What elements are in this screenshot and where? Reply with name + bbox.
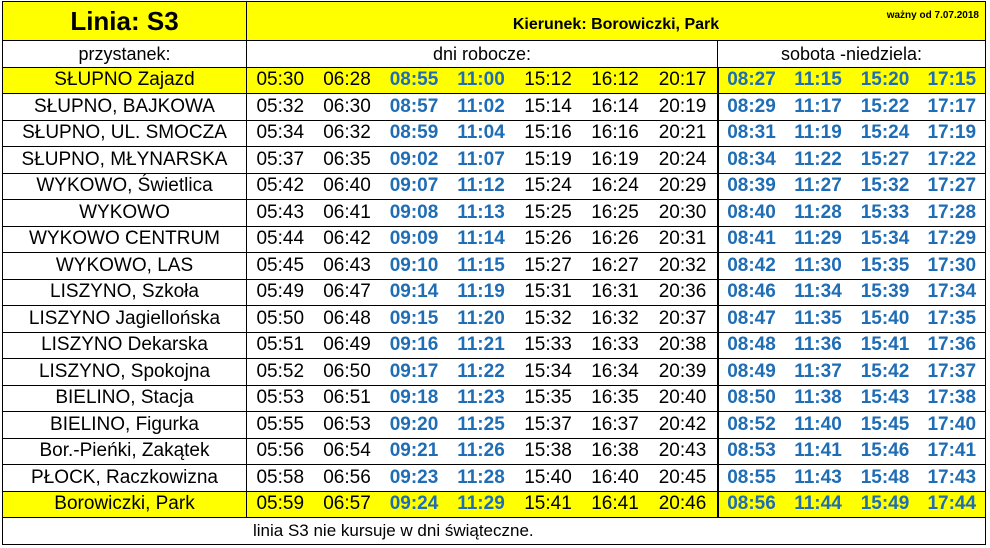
weekend-departure: 15:49: [852, 491, 919, 518]
weekday-departure: 09:07: [381, 173, 448, 200]
weekday-departure: 15:41: [515, 491, 582, 518]
weekend-departure: 08:27: [718, 67, 785, 94]
weekday-departure: 15:33: [515, 332, 582, 359]
weekday-departure: 20:31: [649, 226, 718, 253]
weekday-departure: 16:26: [582, 226, 649, 253]
weekday-departure: 09:08: [381, 200, 448, 227]
line-title: Linia: S3: [3, 2, 247, 41]
weekend-departure: 17:41: [919, 438, 986, 465]
weekend-departure: 08:34: [718, 147, 785, 174]
weekday-departure: 05:59: [247, 491, 314, 518]
weekday-departure: 11:14: [448, 226, 515, 253]
weekday-departure: 06:28: [314, 67, 381, 94]
weekday-departure: 15:19: [515, 147, 582, 174]
weekday-departure: 06:35: [314, 147, 381, 174]
stop-name: PŁOCK, Raczkowizna: [3, 465, 247, 492]
weekday-departure: 16:25: [582, 200, 649, 227]
weekday-departure: 11:02: [448, 94, 515, 121]
weekday-departure: 11:26: [448, 438, 515, 465]
stop-name: WYKOWO, LAS: [3, 253, 247, 280]
weekday-departure: 11:25: [448, 412, 515, 439]
weekday-departure: 16:38: [582, 438, 649, 465]
stop-row: [3, 465, 986, 492]
weekday-departure: 09:16: [381, 332, 448, 359]
weekday-departure: 11:23: [448, 385, 515, 412]
weekend-departure: 11:35: [785, 306, 852, 333]
stop-name: BIELINO, Stacja: [3, 385, 247, 412]
weekday-departure: 09:14: [381, 279, 448, 306]
weekend-departure: 08:47: [718, 306, 785, 333]
weekend-departure: 08:41: [718, 226, 785, 253]
stop-name: LISZYNO Jagiellońska: [3, 306, 247, 333]
timetable: [2, 1, 986, 545]
footer-note: linia S3 nie kursuje w dni świąteczne.: [3, 518, 986, 545]
weekday-departure: 20:46: [649, 491, 718, 518]
weekday-departure: 05:44: [247, 226, 314, 253]
weekday-departure: 11:28: [448, 465, 515, 492]
weekday-departure: 15:37: [515, 412, 582, 439]
weekend-departure: 17:30: [919, 253, 986, 280]
stop-name: Borowiczki, Park: [3, 491, 247, 518]
weekend-departure: 11:37: [785, 359, 852, 386]
weekend-departure: 11:29: [785, 226, 852, 253]
weekday-departure: 05:42: [247, 173, 314, 200]
weekday-departure: 16:41: [582, 491, 649, 518]
weekend-departure: 17:27: [919, 173, 986, 200]
weekend-departure: 17:40: [919, 412, 986, 439]
stop-row: [3, 438, 986, 465]
weekday-departure: 11:19: [448, 279, 515, 306]
weekend-departure: 08:48: [718, 332, 785, 359]
stop-row: [3, 173, 986, 200]
weekday-departure: 20:30: [649, 200, 718, 227]
weekend-departure: 15:41: [852, 332, 919, 359]
weekend-departure: 08:46: [718, 279, 785, 306]
weekend-departure: 15:39: [852, 279, 919, 306]
direction-header: [247, 2, 986, 41]
weekday-departure: 20:19: [649, 94, 718, 121]
weekday-departure: 16:37: [582, 412, 649, 439]
weekend-departure: 15:33: [852, 200, 919, 227]
weekday-departure: 08:57: [381, 94, 448, 121]
weekday-departure: 09:20: [381, 412, 448, 439]
validity-note: ważny od 7.07.2018: [886, 10, 979, 21]
weekday-departure: 16:32: [582, 306, 649, 333]
stop-name: SŁUPNO Zajazd: [3, 67, 247, 94]
weekend-departure: 08:53: [718, 438, 785, 465]
weekday-departure: 15:35: [515, 385, 582, 412]
weekday-departure: 11:13: [448, 200, 515, 227]
stop-row: [3, 120, 986, 147]
weekday-departure: 16:16: [582, 120, 649, 147]
weekday-departure: 06:42: [314, 226, 381, 253]
stop-row: [3, 226, 986, 253]
weekend-departure: 17:28: [919, 200, 986, 227]
stop-name: WYKOWO, Świetlica: [3, 173, 247, 200]
weekend-departure: 17:19: [919, 120, 986, 147]
weekend-departure: 17:29: [919, 226, 986, 253]
weekday-departure: 20:38: [649, 332, 718, 359]
weekday-departure: 15:16: [515, 120, 582, 147]
weekday-departure: 16:40: [582, 465, 649, 492]
weekday-departure: 15:32: [515, 306, 582, 333]
weekday-departure: 11:29: [448, 491, 515, 518]
weekend-departure: 17:34: [919, 279, 986, 306]
stop-row: [3, 491, 986, 518]
stop-name: SŁUPNO, MŁYNARSKA: [3, 147, 247, 174]
weekday-departure: 11:21: [448, 332, 515, 359]
stop-name: BIELINO, Figurka: [3, 412, 247, 439]
weekday-departure: 05:55: [247, 412, 314, 439]
weekend-departure: 17:15: [919, 67, 986, 94]
weekend-departure: 15:32: [852, 173, 919, 200]
weekday-departure: 11:04: [448, 120, 515, 147]
weekend-departure: 15:34: [852, 226, 919, 253]
weekday-departure: 20:21: [649, 120, 718, 147]
weekend-departure: 11:40: [785, 412, 852, 439]
stop-row: [3, 253, 986, 280]
weekday-departure: 09:10: [381, 253, 448, 280]
weekday-departure: 20:17: [649, 67, 718, 94]
weekday-departure: 09:23: [381, 465, 448, 492]
weekday-departure: 09:18: [381, 385, 448, 412]
weekday-departure: 20:24: [649, 147, 718, 174]
stop-name: Bor.-Pieńki, Zakątek: [3, 438, 247, 465]
stop-name: LISZYNO Dekarska: [3, 332, 247, 359]
weekend-departure: 17:17: [919, 94, 986, 121]
weekday-departure: 05:56: [247, 438, 314, 465]
weekday-departure: 16:35: [582, 385, 649, 412]
weekday-departure: 11:22: [448, 359, 515, 386]
weekdays-header: dni robocze:: [247, 41, 718, 68]
weekend-departure: 11:36: [785, 332, 852, 359]
weekday-departure: 16:24: [582, 173, 649, 200]
weekend-departure: 11:22: [785, 147, 852, 174]
weekday-departure: 06:41: [314, 200, 381, 227]
weekday-departure: 09:02: [381, 147, 448, 174]
weekday-departure: 16:12: [582, 67, 649, 94]
weekday-departure: 09:15: [381, 306, 448, 333]
weekday-departure: 15:27: [515, 253, 582, 280]
footer-row: [3, 518, 986, 545]
weekend-departure: 17:22: [919, 147, 986, 174]
weekend-departure: 15:35: [852, 253, 919, 280]
weekend-departure: 17:38: [919, 385, 986, 412]
weekday-departure: 06:30: [314, 94, 381, 121]
weekday-departure: 09:17: [381, 359, 448, 386]
weekday-departure: 09:24: [381, 491, 448, 518]
stop-name: SŁUPNO, BAJKOWA: [3, 94, 247, 121]
stop-row: [3, 359, 986, 386]
weekday-departure: 16:33: [582, 332, 649, 359]
weekday-departure: 06:56: [314, 465, 381, 492]
weekend-departure: 11:34: [785, 279, 852, 306]
weekday-departure: 05:32: [247, 94, 314, 121]
weekday-departure: 06:54: [314, 438, 381, 465]
weekday-departure: 09:09: [381, 226, 448, 253]
weekday-departure: 15:12: [515, 67, 582, 94]
weekday-departure: 06:51: [314, 385, 381, 412]
weekday-departure: 06:48: [314, 306, 381, 333]
weekday-departure: 05:43: [247, 200, 314, 227]
weekday-departure: 05:51: [247, 332, 314, 359]
weekday-departure: 05:49: [247, 279, 314, 306]
weekday-departure: 06:53: [314, 412, 381, 439]
weekday-departure: 11:00: [448, 67, 515, 94]
weekend-departure: 11:15: [785, 67, 852, 94]
weekday-departure: 05:58: [247, 465, 314, 492]
weekday-departure: 06:49: [314, 332, 381, 359]
weekday-departure: 05:45: [247, 253, 314, 280]
weekday-departure: 11:12: [448, 173, 515, 200]
weekday-departure: 08:55: [381, 67, 448, 94]
weekend-departure: 11:30: [785, 253, 852, 280]
weekend-departure: 17:36: [919, 332, 986, 359]
weekday-departure: 16:31: [582, 279, 649, 306]
weekend-departure: 11:27: [785, 173, 852, 200]
weekday-departure: 06:43: [314, 253, 381, 280]
weekend-departure: 15:22: [852, 94, 919, 121]
weekend-departure: 15:43: [852, 385, 919, 412]
weekday-departure: 20:29: [649, 173, 718, 200]
weekday-departure: 20:43: [649, 438, 718, 465]
weekday-departure: 06:32: [314, 120, 381, 147]
weekday-departure: 05:37: [247, 147, 314, 174]
weekday-departure: 16:34: [582, 359, 649, 386]
weekday-departure: 05:53: [247, 385, 314, 412]
stop-column-header: przystanek:: [3, 41, 247, 68]
stop-row: [3, 200, 986, 227]
weekday-departure: 15:31: [515, 279, 582, 306]
weekend-departure: 08:49: [718, 359, 785, 386]
weekday-departure: 16:14: [582, 94, 649, 121]
weekday-departure: 11:07: [448, 147, 515, 174]
weekday-departure: 15:26: [515, 226, 582, 253]
weekday-departure: 05:50: [247, 306, 314, 333]
weekday-departure: 05:30: [247, 67, 314, 94]
weekday-departure: 15:25: [515, 200, 582, 227]
weekday-departure: 20:45: [649, 465, 718, 492]
weekday-departure: 20:42: [649, 412, 718, 439]
weekend-departure: 15:46: [852, 438, 919, 465]
weekday-departure: 20:39: [649, 359, 718, 386]
weekend-departure: 08:39: [718, 173, 785, 200]
weekend-departure: 15:27: [852, 147, 919, 174]
stop-name: LISZYNO, Spokojna: [3, 359, 247, 386]
weekday-departure: 06:40: [314, 173, 381, 200]
stop-name: SŁUPNO, UL. SMOCZA: [3, 120, 247, 147]
weekday-departure: 11:15: [448, 253, 515, 280]
weekend-departure: 11:41: [785, 438, 852, 465]
weekend-departure: 11:44: [785, 491, 852, 518]
stop-name: WYKOWO CENTRUM: [3, 226, 247, 253]
weekend-departure: 08:40: [718, 200, 785, 227]
weekday-departure: 06:47: [314, 279, 381, 306]
stop-row: [3, 332, 986, 359]
weekend-departure: 17:37: [919, 359, 986, 386]
weekend-departure: 08:52: [718, 412, 785, 439]
stop-name: LISZYNO, Szkoła: [3, 279, 247, 306]
weekday-departure: 09:21: [381, 438, 448, 465]
weekend-departure: 17:43: [919, 465, 986, 492]
weekday-departure: 15:38: [515, 438, 582, 465]
weekend-departure: 15:20: [852, 67, 919, 94]
weekday-departure: 15:34: [515, 359, 582, 386]
stop-row: [3, 306, 986, 333]
weekend-departure: 15:42: [852, 359, 919, 386]
weekend-departure: 15:48: [852, 465, 919, 492]
weekend-departure: 08:55: [718, 465, 785, 492]
weekend-departure: 08:31: [718, 120, 785, 147]
weekend-departure: 17:44: [919, 491, 986, 518]
weekday-departure: 15:14: [515, 94, 582, 121]
weekend-departure: 17:35: [919, 306, 986, 333]
weekend-departure: 08:50: [718, 385, 785, 412]
weekend-departure: 08:56: [718, 491, 785, 518]
weekday-departure: 06:50: [314, 359, 381, 386]
stop-row: [3, 279, 986, 306]
weekday-departure: 05:34: [247, 120, 314, 147]
weekday-departure: 20:32: [649, 253, 718, 280]
weekend-departure: 11:17: [785, 94, 852, 121]
stop-row: [3, 385, 986, 412]
weekend-header: sobota -niedziela:: [718, 41, 986, 68]
weekend-departure: 15:40: [852, 306, 919, 333]
stop-row: [3, 94, 986, 121]
weekday-departure: 08:59: [381, 120, 448, 147]
weekend-departure: 11:38: [785, 385, 852, 412]
weekday-departure: 11:20: [448, 306, 515, 333]
weekday-departure: 15:40: [515, 465, 582, 492]
weekday-departure: 16:19: [582, 147, 649, 174]
weekend-departure: 11:28: [785, 200, 852, 227]
weekday-departure: 20:40: [649, 385, 718, 412]
weekday-departure: 16:27: [582, 253, 649, 280]
stop-row: [3, 412, 986, 439]
weekday-departure: 20:36: [649, 279, 718, 306]
weekday-departure: 06:57: [314, 491, 381, 518]
weekend-departure: 15:45: [852, 412, 919, 439]
weekend-departure: 11:43: [785, 465, 852, 492]
weekend-departure: 08:42: [718, 253, 785, 280]
weekday-departure: 15:24: [515, 173, 582, 200]
weekend-departure: 11:19: [785, 120, 852, 147]
stop-name: WYKOWO: [3, 200, 247, 227]
weekday-departure: 05:52: [247, 359, 314, 386]
weekday-departure: 20:37: [649, 306, 718, 333]
stop-row: [3, 67, 986, 94]
direction-label: Kierunek: Borowiczki, Park: [512, 16, 720, 33]
weekend-departure: 08:29: [718, 94, 785, 121]
weekend-departure: 15:24: [852, 120, 919, 147]
stop-row: [3, 147, 986, 174]
